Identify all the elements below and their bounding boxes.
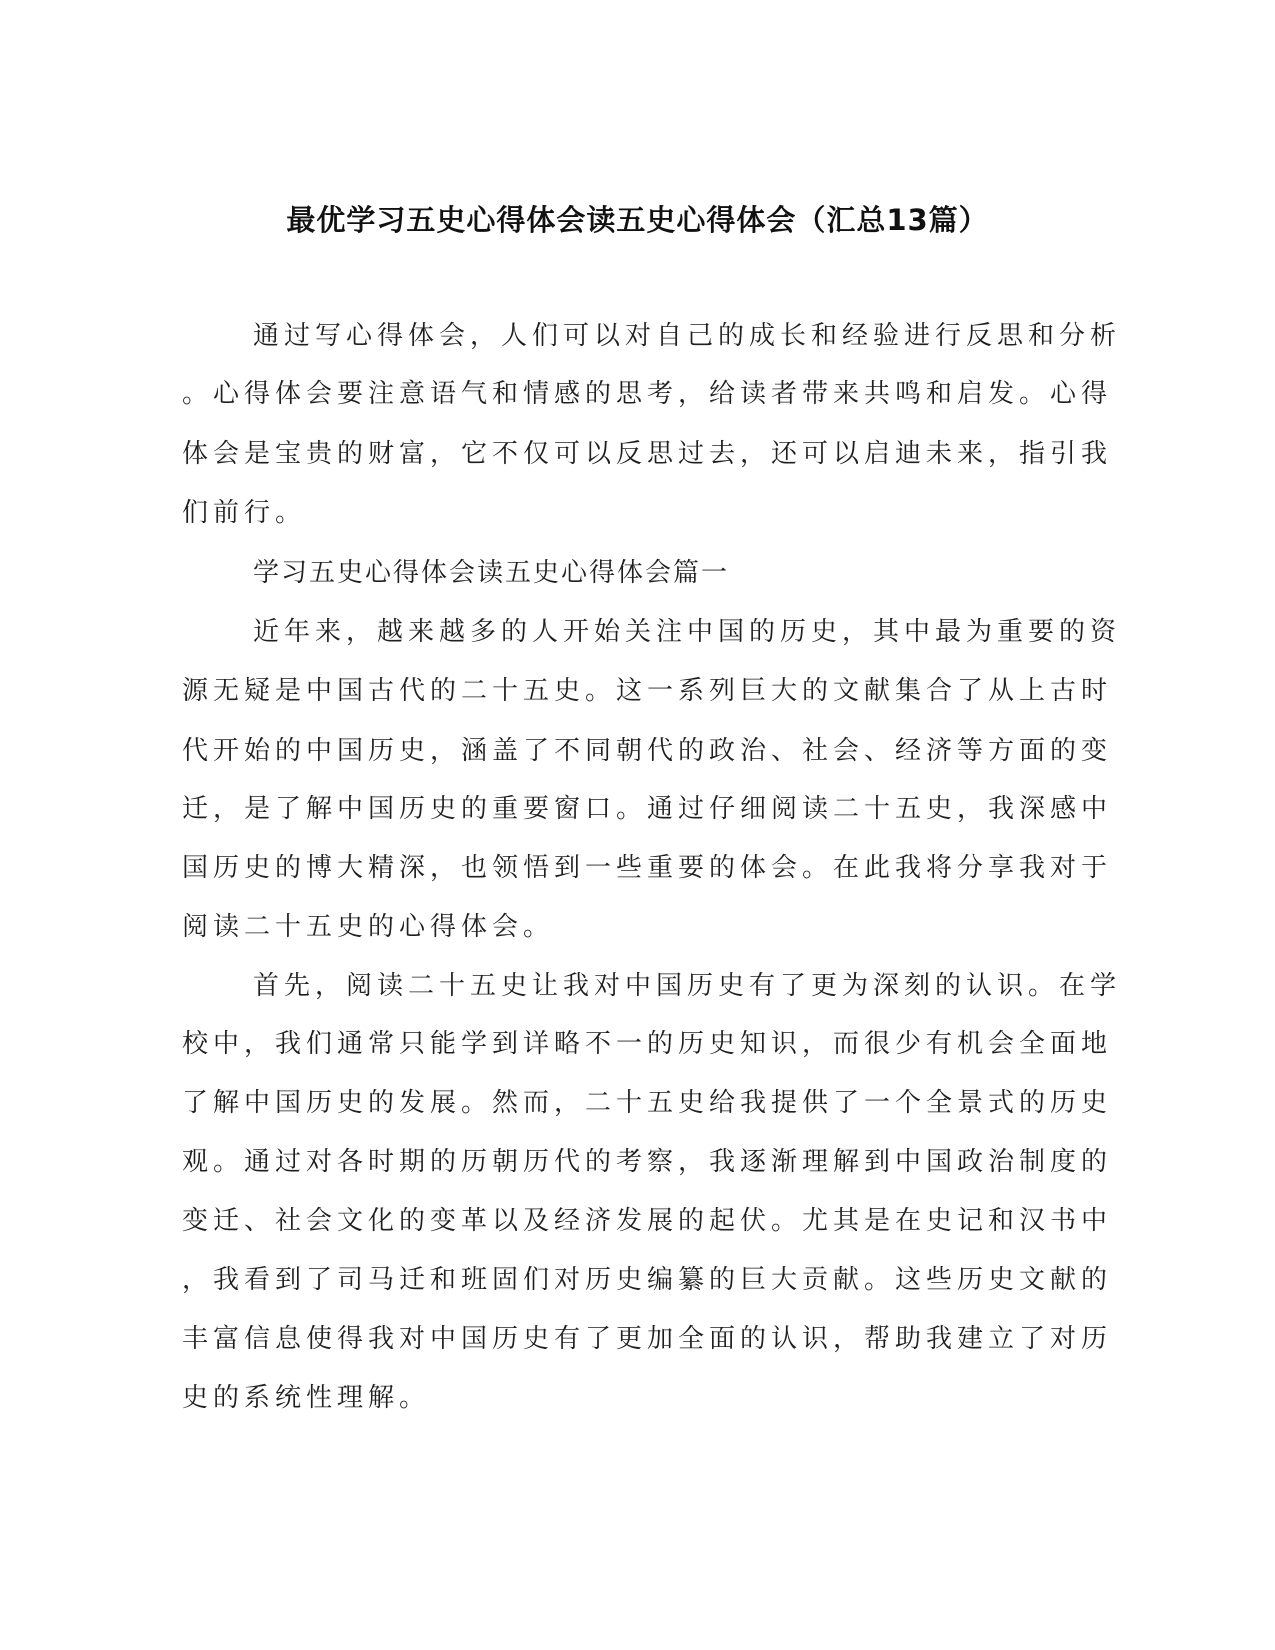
body-paragraph-line: 代开始的中国历史，涵盖了不同朝代的政治、社会、经济等方面的变 (182, 736, 1113, 766)
intro-paragraph-line: 体会是宝贵的财富，它不仅可以反思过去，还可以启迪未来，指引我 (182, 439, 1113, 469)
body-paragraph-line: 首先，阅读二十五史让我对中国历史有了更为深刻的认识。在学 (253, 971, 1122, 1001)
body-paragraph-line: 观。通过对各时期的历朝历代的考察，我逐渐理解到中国政治制度的 (182, 1147, 1113, 1177)
intro-paragraph-line: 。心得体会要注意语气和情感的思考，给读者带来共鸣和启发。心得 (182, 379, 1113, 409)
body-paragraph-line: 国历史的博大精深，也领悟到一些重要的体会。在此我将分享我对于 (182, 853, 1113, 883)
intro-paragraph-line: 们前行。 (182, 498, 307, 528)
body-paragraph-line: 变迁、社会文化的变革以及经济发展的起伏。尤其是在史记和汉书中 (182, 1206, 1113, 1236)
body-paragraph-line: ，我看到了司马迁和班固们对历史编纂的巨大贡献。这些历史文献的 (182, 1265, 1113, 1295)
document-title: 最优学习五史心得体会读五史心得体会（汇总13篇） (286, 203, 989, 237)
body-paragraph-line: 了解中国历史的发展。然而，二十五史给我提供了一个全景式的历史 (182, 1088, 1113, 1118)
body-paragraph-line: 近年来，越来越多的人开始关注中国的历史，其中最为重要的资 (253, 617, 1122, 647)
body-paragraph-line: 校中，我们通常只能学到详略不一的历史知识，而很少有机会全面地 (182, 1029, 1113, 1059)
intro-paragraph-line: 通过写心得体会，人们可以对自己的成长和经验进行反思和分析 (253, 321, 1122, 351)
body-paragraph-line: 史的系统性理解。 (182, 1383, 431, 1413)
section-heading: 学习五史心得体会读五史心得体会篇一 (253, 558, 730, 588)
body-paragraph-line: 丰富信息使得我对中国历史有了更加全面的认识，帮助我建立了对历 (182, 1324, 1113, 1354)
body-paragraph-line: 源无疑是中国古代的二十五史。这一系列巨大的文献集合了从上古时 (182, 676, 1113, 706)
body-paragraph-line: 迁，是了解中国历史的重要窗口。通过仔细阅读二十五史，我深感中 (182, 794, 1113, 824)
body-paragraph-line: 阅读二十五史的心得体会。 (182, 912, 555, 942)
